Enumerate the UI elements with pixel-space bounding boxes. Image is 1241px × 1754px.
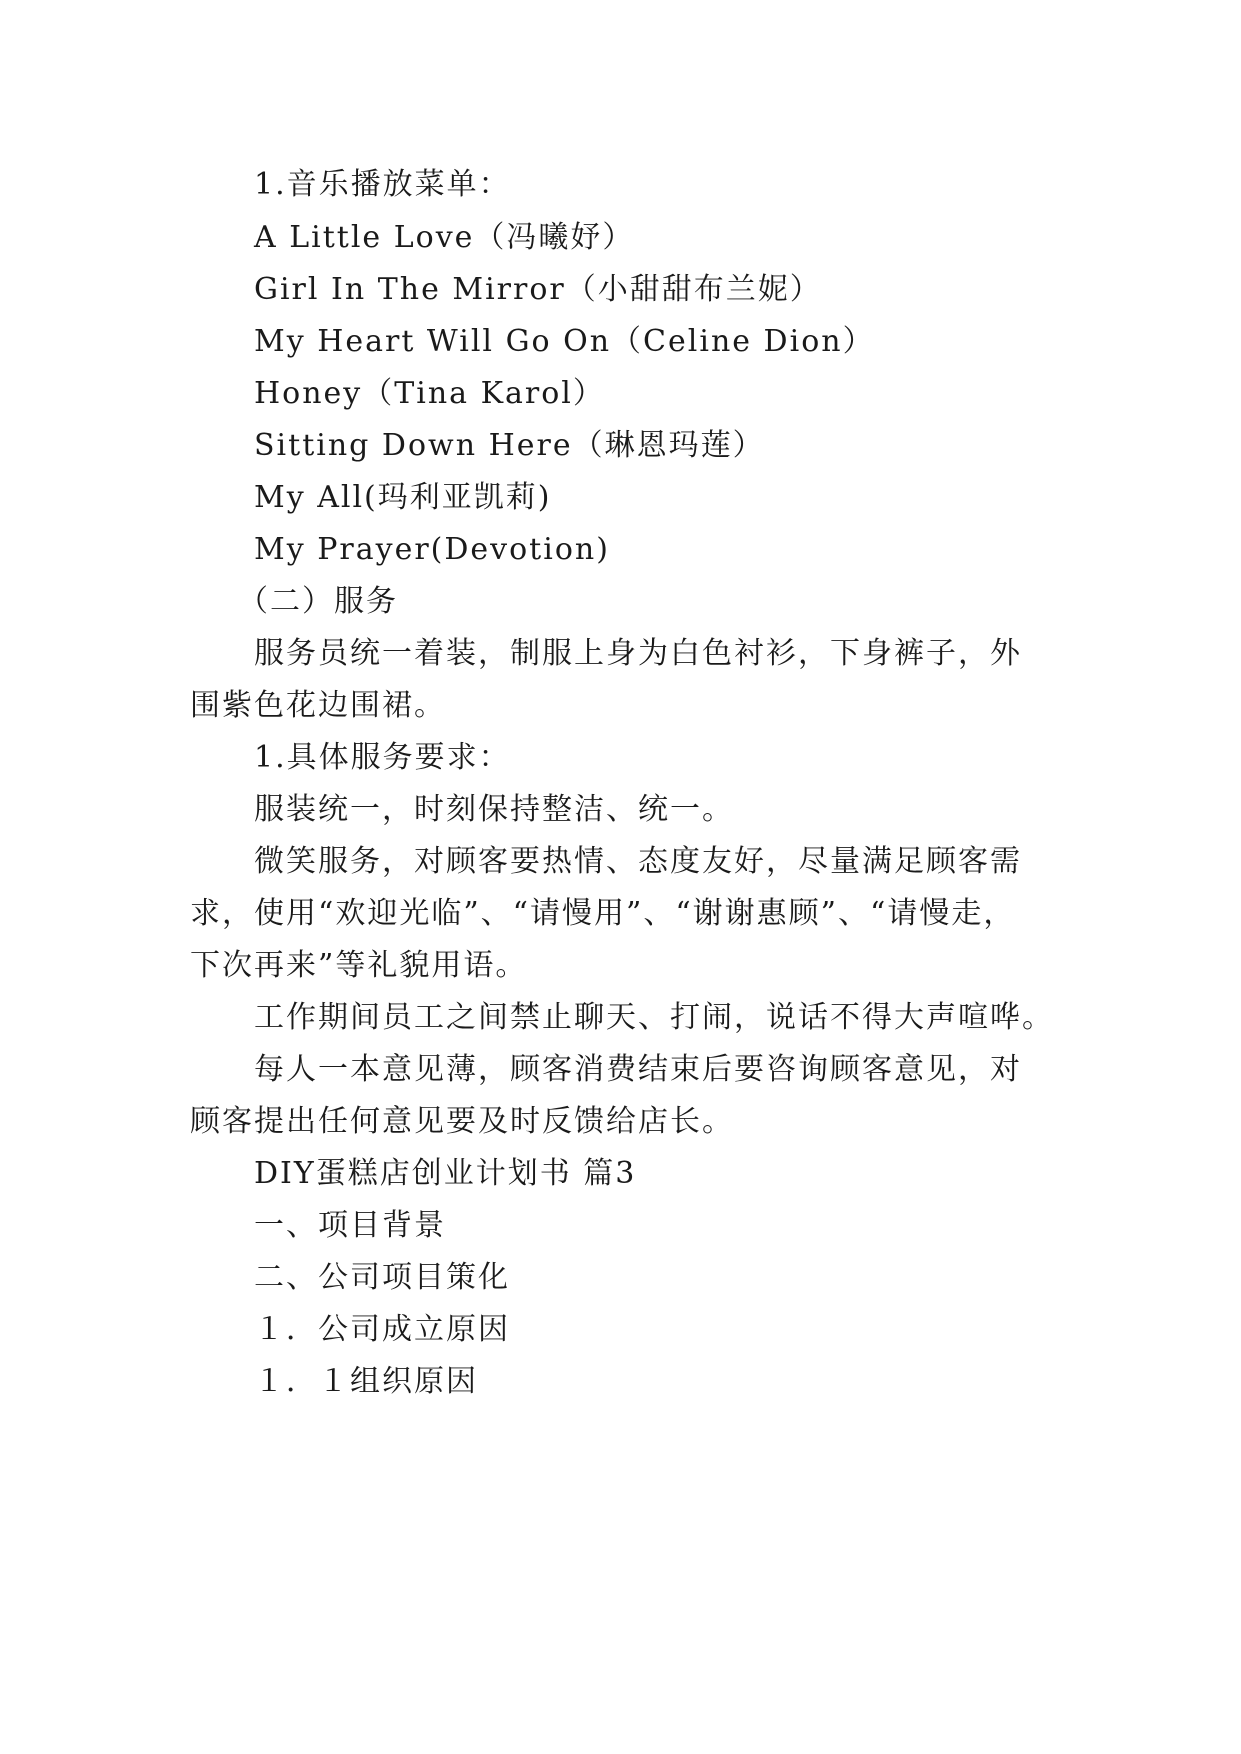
outline-item: 一、项目背景 xyxy=(254,1208,446,1243)
section-title: DIY蛋糕店创业计划书 篇3 xyxy=(254,1156,637,1191)
outline-item: １．１组织原因 xyxy=(254,1364,478,1399)
section-heading-service: （二）服务 xyxy=(238,584,398,619)
service-requirements-heading: 1.具体服务要求： xyxy=(254,740,511,775)
song-line: My All(玛利亚凯莉) xyxy=(254,480,552,515)
song-line: Honey（Tina Karol） xyxy=(254,376,605,411)
song-line: My Prayer(Devotion) xyxy=(254,532,610,567)
outline-item: １．公司成立原因 xyxy=(254,1312,510,1347)
song-line: A Little Love（冯曦妤） xyxy=(254,220,635,255)
paragraph-line: 每人一本意见薄，顾客消费结束后要咨询顾客意见，对 xyxy=(254,1052,1022,1087)
song-line: Sitting Down Here（琳恩玛莲） xyxy=(254,428,765,463)
song-line: Girl In The Mirror（小甜甜布兰妮） xyxy=(254,272,822,307)
song-line: My Heart Will Go On（Celine Dion） xyxy=(254,324,875,359)
paragraph-line: 围紫色花边围裙。 xyxy=(190,688,446,723)
paragraph-line: 服装统一，时刻保持整洁、统一。 xyxy=(254,792,734,827)
paragraph-line: 服务员统一着装，制服上身为白色衬衫，下身裤子，外 xyxy=(254,636,1022,671)
paragraph-line: 微笑服务，对顾客要热情、态度友好，尽量满足顾客需 xyxy=(254,844,1022,879)
paragraph-line: 顾客提出任何意见要及时反馈给店长。 xyxy=(190,1104,734,1139)
outline-item: 二、公司项目策化 xyxy=(254,1260,510,1295)
paragraph-line: 工作期间员工之间禁止聊天、打闹，说话不得大声喧哗。 xyxy=(254,1000,1054,1035)
paragraph-line: 求，使用“欢迎光临”、“请慢用”、“谢谢惠顾”、“请慢走， xyxy=(190,896,1016,931)
music-menu-heading: 1.音乐播放菜单： xyxy=(254,167,511,202)
paragraph-line: 下次再来”等礼貌用语。 xyxy=(190,948,528,983)
